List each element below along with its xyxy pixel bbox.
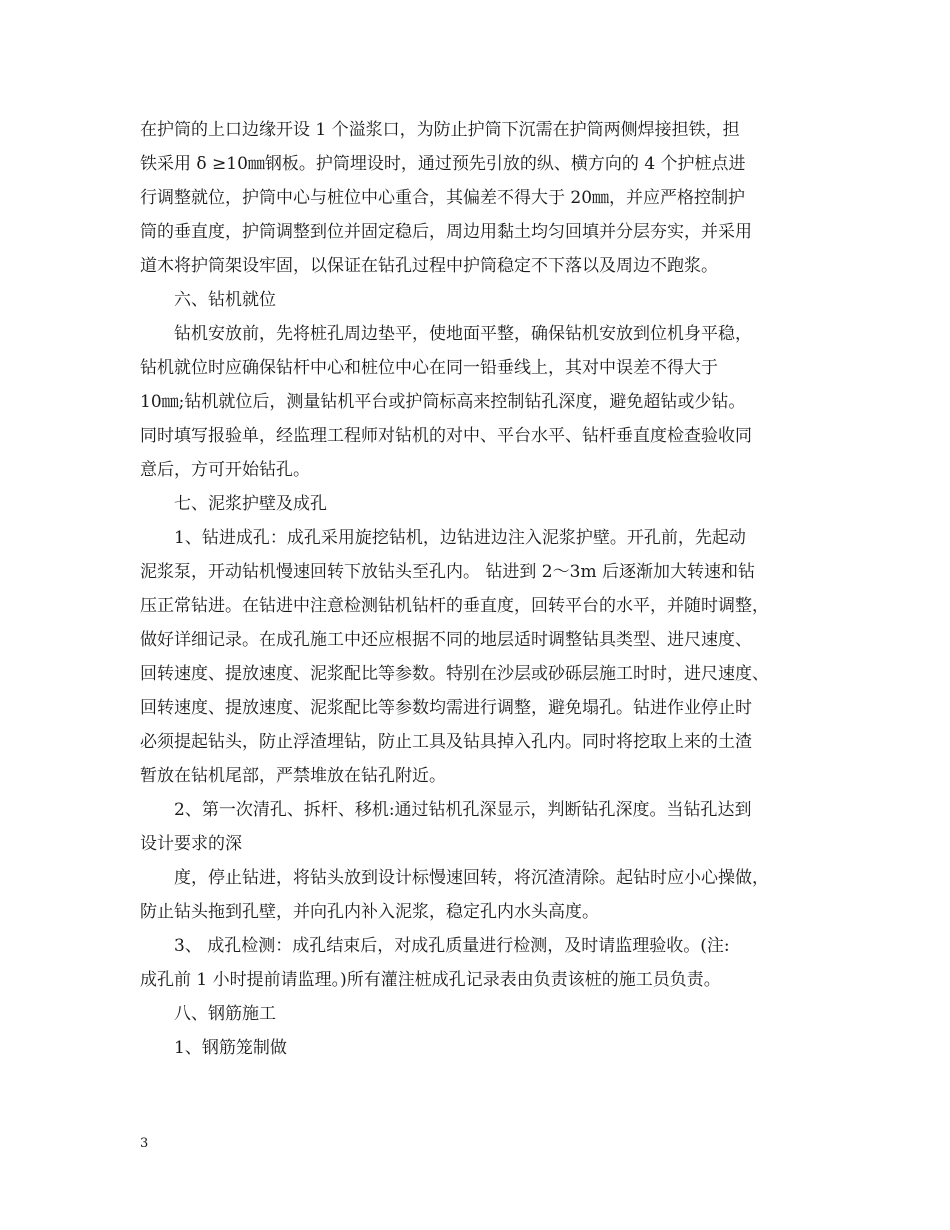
paragraph-line: 做好详细记录。在成孔施工中还应根据不同的地层适时调整钻具类型、进尺速度、 <box>140 630 752 650</box>
paragraph-line: 回转速度、提放速度、泥浆配比等参数。特别在沙层或砂砾层施工时时，进尺速度、 <box>140 664 769 684</box>
paragraph-line: 防止钻头拖到孔壁，并向孔内补入泥浆，稳定孔内水头高度。 <box>140 902 599 922</box>
document-body <box>140 113 820 1065</box>
paragraph-line: 必须提起钻头，防止浮渣埋钻，防止工具及钻具掉入孔内。同时将挖取上来的土渣 <box>140 732 752 752</box>
paragraph-line: 在护筒的上口边缘开设 1 个溢浆口，为防止护筒下沉需在护筒两侧焊接担铁，担 <box>140 120 740 140</box>
subsection-heading: 1、钢筋笼制做 <box>174 1038 287 1058</box>
paragraph-line: 压正常钻进。在钻进中注意检测钻机钻杆的垂直度，回转平台的水平，并随时调整， <box>140 596 769 616</box>
paragraph-line: 铁采用 δ ≥10㎜钢板。护筒埋设时，通过预先引放的纵、横方向的 4 个护桩点进 <box>140 154 746 174</box>
paragraph-line: 意后，方可开始钻孔。 <box>140 460 310 480</box>
paragraph-line: 3、 成孔检测：成孔结束后，对成孔质量进行检测，及时请监理验收。(注: <box>174 936 730 956</box>
paragraph-line: 10㎜;钻机就位后，测量钻机平台或护筒标高来控制钻孔深度，避免超钻或少钻。 <box>140 392 746 412</box>
paragraph-line: 同时填写报验单，经监理工程师对钻机的对中、平台水平、钻杆垂直度检查验收同 <box>140 426 752 446</box>
paragraph-line: 2、第一次清孔、拆杆、移机:通过钻机孔深显示，判断钻孔深度。当钻孔达到 <box>174 800 752 820</box>
section-heading-8: 八、钢筋施工 <box>174 1004 276 1024</box>
paragraph-line: 成孔前 1 小时提前请监理。)所有灌注桩成孔记录表由负责该桩的施工员负责。 <box>140 970 721 990</box>
page-number: 3 <box>140 1136 149 1151</box>
paragraph-line: 回转速度、提放速度、泥浆配比等参数均需进行调整，避免塌孔。钻进作业停止时 <box>140 698 752 718</box>
paragraph-line: 泥浆泵，开动钻机慢速回转下放钻头至孔内。 钻进到 2～3m 后逐渐加大转速和钻 <box>140 562 755 582</box>
paragraph-line: 设计要求的深 <box>140 834 242 854</box>
paragraph-line: 钻机安放前，先将桩孔周边垫平，使地面平整，确保钻机安放到位机身平稳， <box>174 324 752 344</box>
paragraph-line: 道木将护筒架设牢固，以保证在钻孔过程中护筒稳定不下落以及周边不跑浆。 <box>140 256 718 276</box>
paragraph-line: 筒的垂直度，护筒调整到位并固定稳后，周边用黏土均匀回填并分层夯实，并采用 <box>140 222 752 242</box>
paragraph-line: 暂放在钻机尾部，严禁堆放在钻孔附近。 <box>140 766 446 786</box>
section-heading-6: 六、钻机就位 <box>174 290 276 310</box>
section-heading-7: 七、泥浆护壁及成孔 <box>174 494 327 514</box>
paragraph-line: 行调整就位，护筒中心与桩位中心重合，其偏差不得大于 20㎜，并应严格控制护 <box>140 188 746 208</box>
paragraph-line: 1、钻进成孔：成孔采用旋挖钻机，边钻进边注入泥浆护壁。开孔前，先起动 <box>174 528 746 548</box>
paragraph-line: 度，停止钻进，将钻头放到设计标慢速回转，将沉渣清除。起钻时应小心操做， <box>174 868 769 888</box>
paragraph-line: 钻机就位时应确保钻杆中心和桩位中心在同一铅垂线上，其对中误差不得大于 <box>140 358 718 378</box>
